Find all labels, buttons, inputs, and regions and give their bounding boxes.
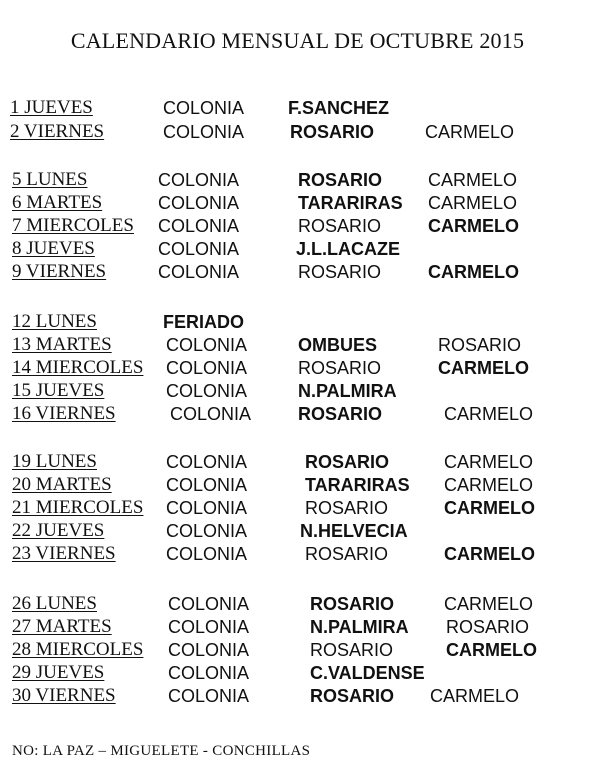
- column-3-value: CARMELO: [444, 404, 534, 424]
- schedule-row: [0, 311, 595, 333]
- column-1-value: COLONIA: [163, 98, 245, 118]
- schedule-row: [0, 543, 595, 565]
- page-title: CALENDARIO MENSUAL DE OCTUBRE 2015: [70, 28, 525, 53]
- column-2-value: ROSARIO: [305, 452, 390, 472]
- schedule-row: [0, 357, 595, 379]
- column-1-value: COLONIA: [166, 475, 248, 495]
- column-1-value: COLONIA: [170, 404, 252, 424]
- column-1-value: COLONIA: [168, 640, 250, 660]
- column-1-value: COLONIA: [166, 498, 248, 518]
- schedule-row: [0, 169, 595, 191]
- column-1-value: COLONIA: [158, 239, 240, 259]
- column-1-value: COLONIA: [166, 521, 248, 541]
- day-label: 26 LUNES: [12, 593, 97, 614]
- schedule-row: [0, 380, 595, 402]
- schedule-row: [0, 593, 595, 615]
- column-1-value: COLONIA: [158, 193, 240, 213]
- column-2-value: N.PALMIRA: [298, 381, 397, 401]
- column-2-value: ROSARIO: [305, 544, 389, 564]
- column-1-value: COLONIA: [168, 663, 250, 683]
- schedule-row: [0, 121, 595, 143]
- day-label: 22 JUEVES: [12, 520, 105, 541]
- schedule-row: [0, 215, 595, 237]
- column-3-value: ROSARIO: [446, 617, 530, 637]
- day-label: 15 JUEVES: [12, 380, 105, 401]
- column-2-value: J.L.LACAZE: [296, 239, 401, 259]
- column-1-value: COLONIA: [166, 381, 248, 401]
- column-3-value: CARMELO: [446, 640, 537, 660]
- schedule-row: [0, 474, 595, 496]
- column-2-value: F.SANCHEZ: [288, 98, 390, 118]
- column-2-value: ROSARIO: [305, 498, 389, 518]
- day-label: 2 VIERNES: [10, 121, 105, 142]
- schedule-row: [0, 334, 595, 356]
- day-label: 8 JUEVES: [12, 238, 95, 259]
- column-3-value: CARMELO: [444, 475, 534, 495]
- day-label: 7 MIERCOLES: [12, 215, 134, 236]
- column-1-value: COLONIA: [158, 170, 240, 190]
- column-3-value: CARMELO: [425, 122, 515, 142]
- day-label: 12 LUNES: [12, 311, 97, 332]
- column-1-value: COLONIA: [168, 617, 250, 637]
- column-3-value: CARMELO: [444, 498, 535, 518]
- column-2-value: ROSARIO: [298, 262, 382, 282]
- day-label: 21 MIERCOLES: [12, 497, 144, 518]
- column-3-value: CARMELO: [428, 262, 519, 282]
- column-2-value: ROSARIO: [310, 640, 394, 660]
- column-1-value: COLONIA: [168, 594, 250, 614]
- column-2-value: TARARIRAS: [305, 475, 410, 495]
- day-label: 1 JUEVES: [10, 97, 93, 118]
- footer-note: NO: LA PAZ – MIGUELETE - CONCHILLAS: [12, 743, 311, 759]
- column-2-value: ROSARIO: [298, 358, 382, 378]
- column-2-value: OMBUES: [298, 335, 378, 355]
- column-2-value: ROSARIO: [290, 122, 375, 142]
- day-label: 13 MARTES: [12, 334, 112, 355]
- column-1-value: COLONIA: [163, 122, 245, 142]
- schedule-row: [0, 662, 595, 684]
- column-3-value: CARMELO: [444, 594, 534, 614]
- column-2-value: ROSARIO: [298, 404, 383, 424]
- day-label: 14 MIERCOLES: [12, 357, 144, 378]
- column-1-value: COLONIA: [166, 358, 248, 378]
- schedule-row: [0, 97, 595, 119]
- column-3-value: CARMELO: [428, 193, 518, 213]
- schedule-row: [0, 192, 595, 214]
- column-1-value: COLONIA: [158, 216, 240, 236]
- day-label: 23 VIERNES: [12, 543, 116, 564]
- column-2-value: N.PALMIRA: [310, 617, 409, 637]
- column-3-value: CARMELO: [428, 170, 518, 190]
- schedule-row: [0, 261, 595, 283]
- day-label: 27 MARTES: [12, 616, 112, 637]
- schedule-row: [0, 685, 595, 707]
- column-1-value: COLONIA: [168, 686, 250, 706]
- day-label: 16 VIERNES: [12, 403, 116, 424]
- schedule-row: [0, 497, 595, 519]
- column-1-value: COLONIA: [158, 262, 240, 282]
- day-label: 30 VIERNES: [12, 685, 116, 706]
- column-2-value: C.VALDENSE: [310, 663, 425, 683]
- column-1-value: COLONIA: [166, 544, 248, 564]
- day-label: 9 VIERNES: [12, 261, 107, 282]
- column-3-value: CARMELO: [438, 358, 529, 378]
- schedule-row: [0, 639, 595, 661]
- column-3-value: CARMELO: [444, 452, 534, 472]
- day-label: 29 JUEVES: [12, 662, 105, 683]
- schedule-row: [0, 520, 595, 542]
- day-label: 19 LUNES: [12, 451, 97, 472]
- column-2-value: ROSARIO: [310, 686, 395, 706]
- day-label: 28 MIERCOLES: [12, 639, 144, 660]
- column-3-value: CARMELO: [428, 216, 519, 236]
- day-label: 6 MARTES: [12, 192, 103, 213]
- column-2-value: ROSARIO: [310, 594, 395, 614]
- schedule-row: [0, 403, 595, 425]
- day-label: 20 MARTES: [12, 474, 112, 495]
- column-3-value: CARMELO: [444, 544, 535, 564]
- column-1-value: FERIADO: [163, 312, 244, 332]
- schedule-row: [0, 451, 595, 473]
- column-2-value: N.HELVECIA: [300, 521, 408, 541]
- column-2-value: ROSARIO: [298, 216, 382, 236]
- column-1-value: COLONIA: [166, 452, 248, 472]
- column-3-value: CARMELO: [430, 686, 520, 706]
- column-2-value: TARARIRAS: [298, 193, 403, 213]
- schedule-row: [0, 616, 595, 638]
- day-label: 5 LUNES: [12, 169, 88, 190]
- column-3-value: ROSARIO: [438, 335, 522, 355]
- column-1-value: COLONIA: [166, 335, 248, 355]
- schedule-row: [0, 238, 595, 260]
- column-2-value: ROSARIO: [298, 170, 383, 190]
